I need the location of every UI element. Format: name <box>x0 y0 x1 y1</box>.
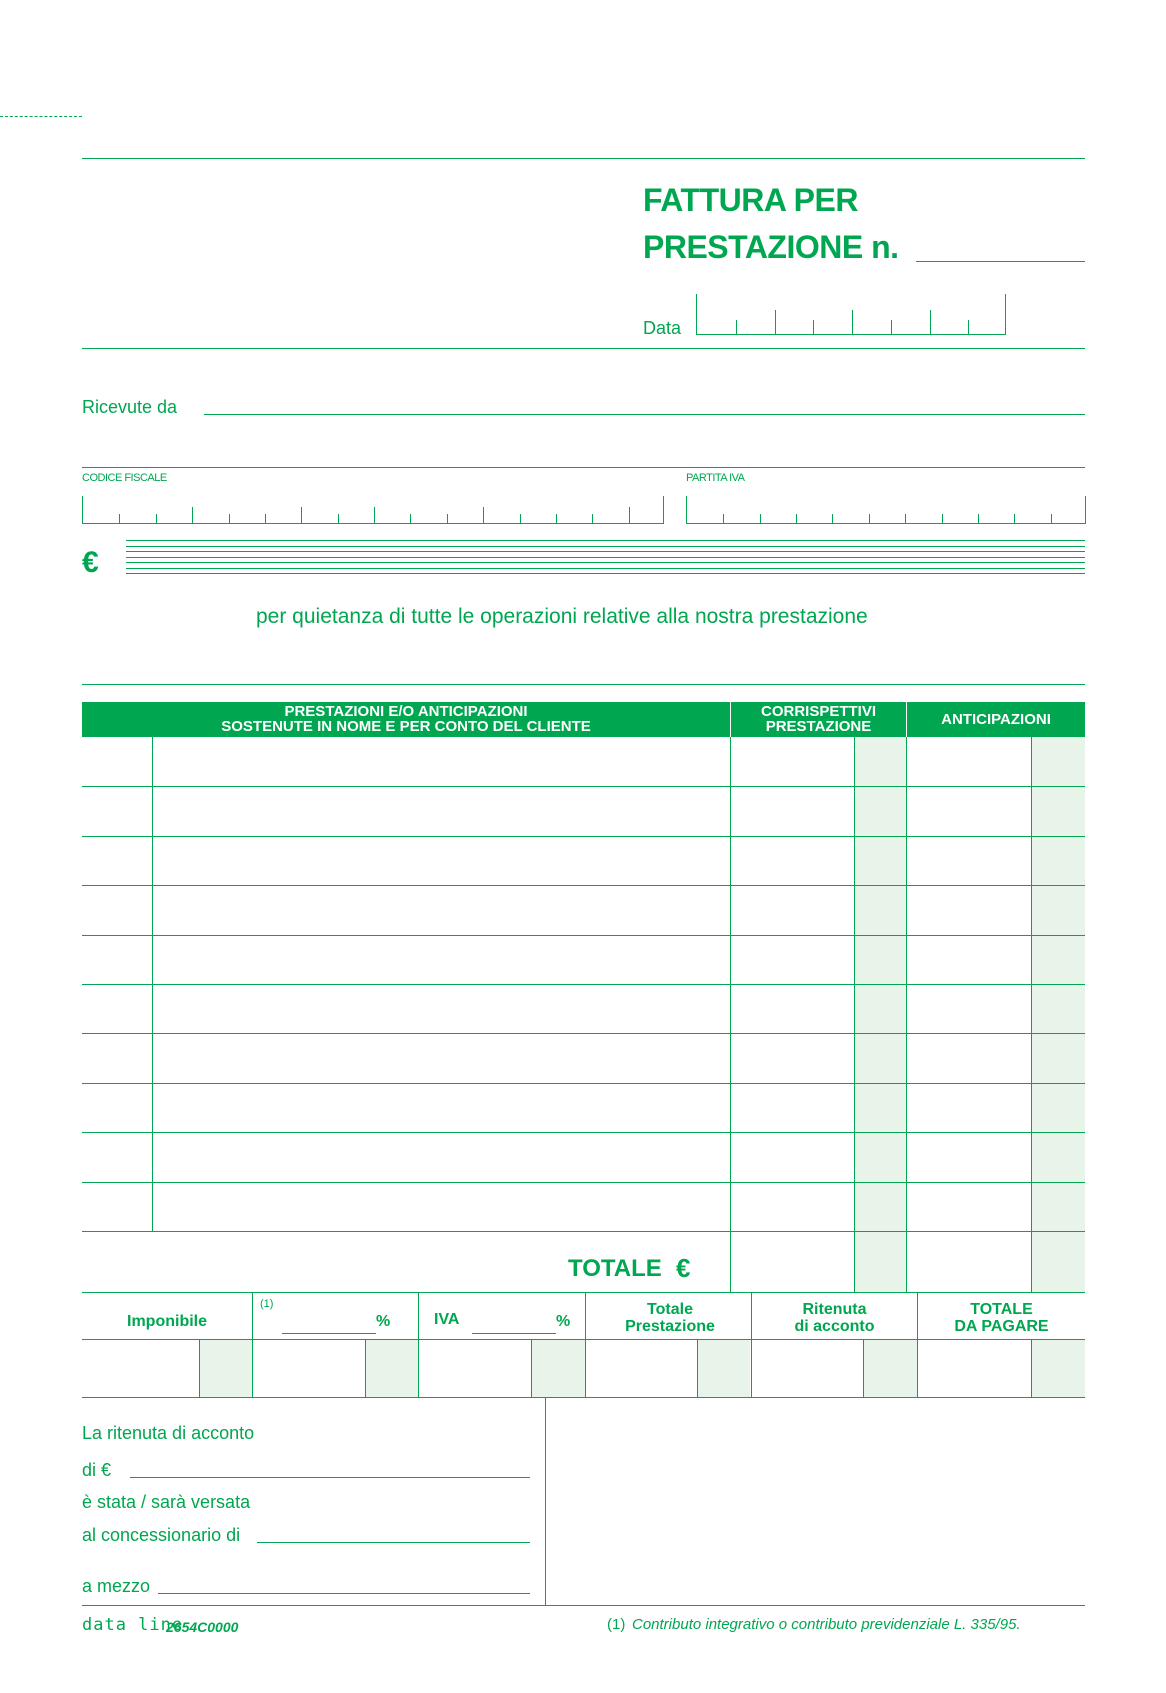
table-row-rule <box>82 836 1085 837</box>
withholding-line1: Ritenuta <box>802 1301 867 1318</box>
receipt-text: per quietanza di tutte le operazioni relative alla nostra prestazione <box>256 605 868 628</box>
totals-cents-divider <box>697 1339 698 1397</box>
vat-cents-cell <box>531 1340 585 1397</box>
advances-cents-column <box>1031 737 1085 1292</box>
top-rule <box>82 158 1085 159</box>
digit-separator <box>736 320 737 334</box>
vat-number-field[interactable] <box>686 496 1086 524</box>
digit-separator <box>832 514 833 523</box>
table-row-rule <box>82 1231 1085 1232</box>
payment-method-field[interactable] <box>158 1593 530 1594</box>
withholding-amount-field[interactable] <box>130 1477 530 1478</box>
withholding-text-5: a mezzo <box>82 1576 151 1596</box>
digit-separator <box>891 320 892 334</box>
table-row-rule <box>82 885 1085 886</box>
withholding-label <box>752 1302 917 1336</box>
totals-rule <box>82 1292 1085 1293</box>
to-pay-label <box>918 1302 1085 1336</box>
digit-separator <box>760 514 761 523</box>
table-row-rule <box>82 1033 1085 1034</box>
amount-line <box>126 573 1085 574</box>
title-line-2: PRESTAZIONE n. <box>643 229 899 265</box>
withholding-text-4: al concessionario di <box>82 1525 241 1545</box>
digit-separator <box>942 514 943 523</box>
digit-separator <box>265 514 266 523</box>
digit-separator <box>229 514 230 523</box>
digit-separator <box>374 507 375 523</box>
footnote-text: Contributo integrativo o contributo previdenziale L. 335/95. <box>632 1616 1021 1633</box>
total-service-cents-cell <box>697 1340 750 1397</box>
totals-cents-divider <box>365 1339 366 1397</box>
digit-separator <box>629 507 630 523</box>
amount-line <box>126 557 1085 558</box>
amount-line <box>126 551 1085 552</box>
date-label: Data <box>643 318 682 338</box>
totals-inner-rule <box>82 1339 1085 1340</box>
digit-separator <box>796 514 797 523</box>
table-divider <box>854 737 855 1292</box>
col-header-services <box>82 702 730 737</box>
withholding-text-2: di € <box>82 1460 112 1480</box>
cut-line <box>0 116 82 117</box>
totals-cents-divider <box>531 1339 532 1397</box>
table-row-rule <box>82 786 1085 787</box>
col-header-fees-line1: CORRISPETTIVI <box>760 703 876 720</box>
digit-separator <box>156 514 157 523</box>
tax-code-field[interactable] <box>82 496 664 524</box>
digit-separator <box>968 320 969 334</box>
totals-divider <box>917 1292 918 1397</box>
fees-cents-column <box>854 737 906 1292</box>
total-service-line1: Totale <box>647 1301 693 1318</box>
col-header-fees <box>731 702 906 737</box>
totals-divider <box>751 1292 752 1397</box>
withholding-text-1: La ritenuta di acconto <box>82 1423 255 1443</box>
vat-rate-label: IVA <box>434 1311 460 1328</box>
vat-percent-sign: % <box>556 1313 571 1330</box>
vat-percent-field[interactable] <box>472 1333 556 1334</box>
footer-rule <box>82 1605 1085 1606</box>
contribution-cents-cell <box>365 1340 418 1397</box>
amount-line <box>126 568 1085 569</box>
col-header-services-line1: PRESTAZIONI E/O ANTICIPAZIONI <box>284 703 528 720</box>
digit-separator <box>192 507 193 523</box>
product-code: 2654C0000 <box>166 1619 239 1635</box>
taxable-cents-cell <box>199 1340 253 1397</box>
totals-bottom-rule <box>82 1397 1085 1398</box>
taxable-label: Imponibile <box>127 1313 207 1330</box>
table-row-rule <box>82 1083 1085 1084</box>
contribution-percent-field[interactable] <box>282 1333 376 1334</box>
received-from-label: Ricevute da <box>82 397 178 417</box>
table-row-rule <box>82 935 1085 936</box>
footnote-marker-footer: (1) <box>607 1616 626 1633</box>
digit-separator <box>119 514 120 523</box>
header-rule <box>82 348 1085 349</box>
to-pay-line2: DA PAGARE <box>954 1317 1049 1335</box>
footnote-marker: (1) <box>260 1298 274 1310</box>
digit-separator <box>301 507 302 523</box>
digit-separator <box>410 514 411 523</box>
totals-divider <box>418 1292 419 1397</box>
digit-separator <box>852 310 853 334</box>
digit-separator <box>592 514 593 523</box>
totals-cents-divider <box>199 1339 200 1397</box>
total-service-label <box>588 1302 752 1336</box>
brand-logo: data line <box>82 1615 184 1635</box>
digit-separator <box>520 514 521 523</box>
total-label: TOTALE <box>568 1255 662 1282</box>
title-line-1: FATTURA PER <box>643 182 858 218</box>
vat-label: PARTITA IVA <box>686 472 745 484</box>
tax-code-label: CODICE FISCALE <box>82 472 167 484</box>
table-row-rule <box>82 984 1085 985</box>
invoice-number-field[interactable] <box>916 261 1085 262</box>
withholding-line2: di acconto <box>794 1317 875 1335</box>
table-top-rule <box>82 684 1085 685</box>
client-rule <box>82 467 1085 468</box>
table-divider <box>152 737 153 1231</box>
to-pay-cents-cell <box>1031 1340 1085 1397</box>
amount-field[interactable] <box>126 540 1085 580</box>
digit-separator <box>338 514 339 523</box>
amount-line <box>126 546 1085 547</box>
digit-separator <box>483 507 484 523</box>
table-divider <box>1031 737 1032 1292</box>
digit-separator <box>930 310 931 334</box>
amount-line <box>126 540 1085 541</box>
table-row-rule <box>82 1182 1085 1183</box>
euro-symbol: € <box>82 546 99 579</box>
digit-separator <box>556 514 557 523</box>
digit-separator <box>1051 514 1052 523</box>
withholding-divider <box>545 1397 546 1605</box>
col-header-fees-line2: PRESTAZIONE <box>765 718 872 735</box>
digit-separator <box>813 320 814 334</box>
contribution-percent-sign: % <box>376 1313 391 1330</box>
date-field[interactable] <box>696 294 1006 335</box>
digit-separator <box>1014 514 1015 523</box>
digit-separator <box>723 514 724 523</box>
col-header-services-line2: SOSTENUTE IN NOME E PER CONTO DEL CLIENTE <box>221 718 591 735</box>
digit-separator <box>869 514 870 523</box>
digit-separator <box>447 514 448 523</box>
withholding-cents-cell <box>863 1340 917 1397</box>
withholding-text-3: è stata / sarà versata <box>82 1492 251 1512</box>
digit-separator <box>905 514 906 523</box>
concessionaire-field[interactable] <box>257 1542 530 1543</box>
totals-cents-divider <box>863 1339 864 1397</box>
totals-divider <box>585 1292 586 1397</box>
table-row-rule <box>82 1132 1085 1133</box>
digit-separator <box>775 310 776 334</box>
table-divider <box>906 737 907 1292</box>
totals-cents-divider <box>1031 1339 1032 1397</box>
total-service-line2: Prestazione <box>625 1317 715 1335</box>
received-from-field[interactable] <box>204 414 1085 415</box>
total-currency: € <box>676 1253 691 1283</box>
amount-line <box>126 562 1085 563</box>
to-pay-line1: TOTALE <box>970 1301 1033 1318</box>
totals-divider <box>252 1292 253 1397</box>
digit-separator <box>978 514 979 523</box>
col-header-advances: ANTICIPAZIONI <box>907 702 1085 737</box>
table-divider <box>730 737 731 1292</box>
